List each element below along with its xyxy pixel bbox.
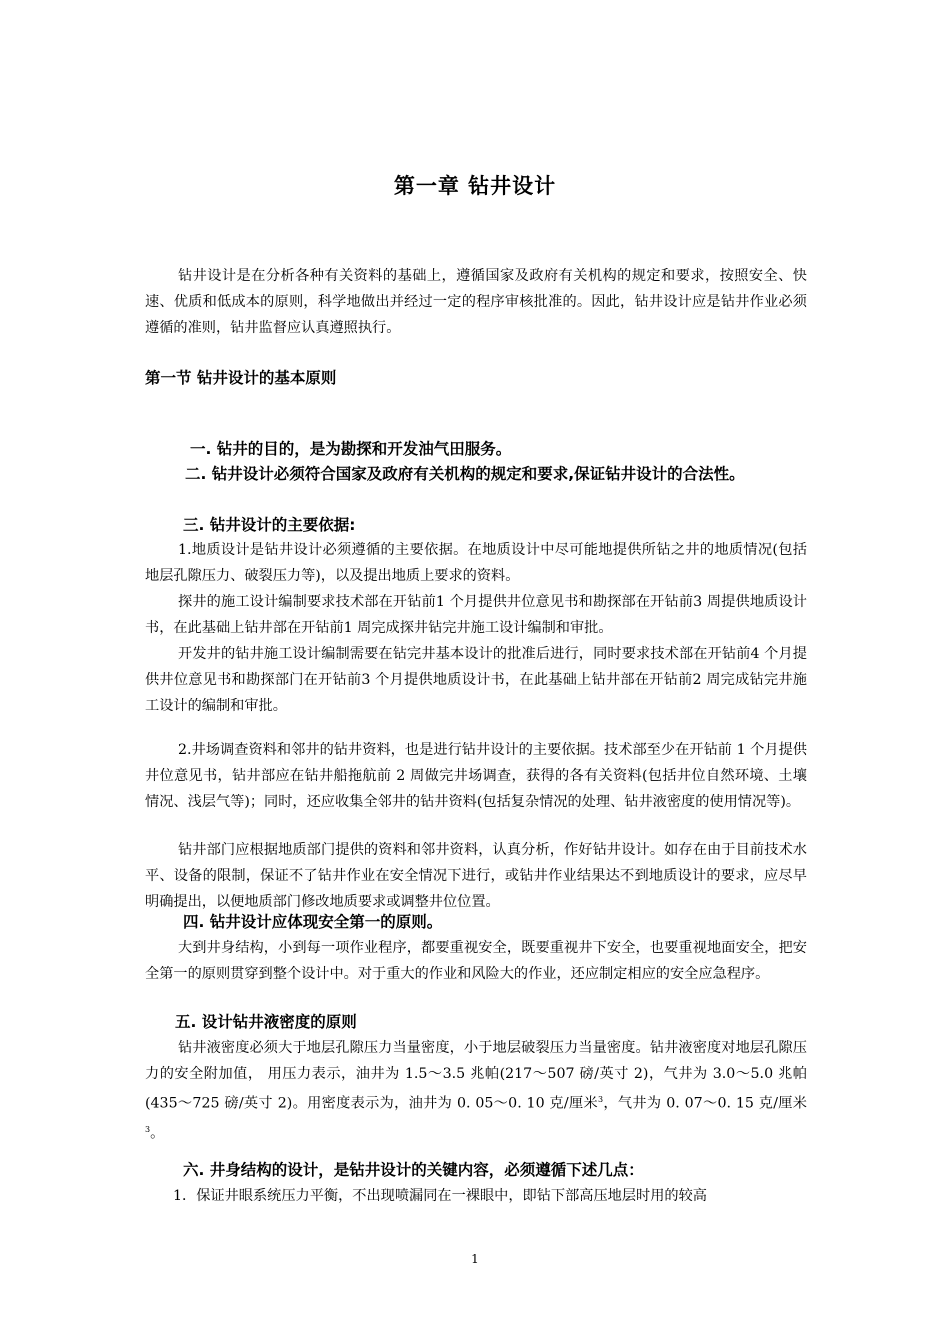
principle-3-item-1: 1.地质设计是钻井设计必须遵循的主要依据。在地质设计中尽可能地提供所钻之井的地质情况(包括地层孔隙压力、破裂压力等)，以及提出地质上要求的资料。 xyxy=(145,542,807,584)
principle-6-item-1: 1．保证井眼系统压力平衡，不出现喷漏同在一裸眼中，即钻下部高压地层时用的较高 xyxy=(173,1188,707,1204)
principle-3-exploration-well: 探井的施工设计编制要求技术部在开钻前1 个月提供井位意见书和勘探部在开钻前3 周提供地质设计书，在此基础上钻井部在开钻前1 周完成探井钻完井施工设计编制和审批。 xyxy=(145,594,807,636)
density-text-c: 。 xyxy=(150,1125,165,1142)
principle-5-heading: 五. 设计钻井液密度的原则 xyxy=(175,1013,357,1031)
principle-3-heading: 三. 钻井设计的主要依据: xyxy=(183,516,356,534)
intro-paragraph: 钻井设计是在分析各种有关资料的基础上，遵循国家及政府有关机构的规定和要求，按照安全、快速、优质和低成本的原则，科学地做出并经过一定的程序审核批准的。因此，钻井设计应是钻井作业必须遵循的准则，钻井监督应认真遵照执行。 xyxy=(145,268,807,336)
density-text-a: 钻井液密度必须大于地层孔隙压力当量密度，小于地层破裂压力当量密度。钻井液密度对地层孔隙压力的安全附加值， 用压力表示，油井为 1.5～3.5 兆帕(217～507 磅/英寸 2)，气井为 3.0～5.0 兆帕(435～725 磅/英寸 2)。用密度表示为，油井为 0. 05～0. 10 克/厘米 xyxy=(145,1040,807,1112)
principle-6-heading: 六. 井身结构的设计，是钻井设计的关键内容，必须遵循下述几点： xyxy=(183,1161,644,1179)
section-title: 第一节 钻井设计的基本原则 xyxy=(145,369,337,387)
unit-superscript: 3 xyxy=(598,1095,604,1104)
chapter-title: 第一章 钻井设计 xyxy=(393,174,557,198)
principle-1-heading: 一. 钻井的目的，是为勘探和开发油气田服务。 xyxy=(190,440,512,458)
principle-3-development-well: 开发井的钻井施工设计编制需要在钻完井基本设计的批准后进行，同时要求技术部在开钻前4 个月提供井位意见书和勘探部门在开钻前3 个月提供地质设计书，在此基础上钻井部在开钻前2 周完成钻完井施工设计的编制和审批。 xyxy=(145,646,807,714)
principle-2-heading: 二. 钻井设计必须符合国家及政府有关机构的规定和要求,保证钻井设计的合法性。 xyxy=(185,465,745,483)
principle-3-drilling-department: 钻井部门应根据地质部门提供的资料和邻井资料，认真分析，作好钻井设计。如存在由于目前技术水平、设备的限制，保证不了钻井作业在安全情况下进行，或钻井作业结果达不到地质设计的要求，应尽早明确提出，以便地质部门修改地质要求或调整井位位置。 xyxy=(145,842,807,910)
principle-4-paragraph: 大到井身结构，小到每一项作业程序，都要重视安全，既要重视井下安全，也要重视地面安全，把安全第一的原则贯穿到整个设计中。对于重大的作业和风险大的作业，还应制定相应的安全应急程序。 xyxy=(145,940,807,982)
page-number: 1 xyxy=(471,1252,479,1266)
density-text-b: ，气井为 0. 07～0. 15 克/厘米 xyxy=(603,1095,807,1112)
principle-4-heading: 四. 钻井设计应体现安全第一的原则。 xyxy=(183,913,443,931)
unit-superscript: 3 xyxy=(145,1124,151,1134)
principle-5-paragraph xyxy=(145,1035,807,1146)
principle-3-item-2: 2.井场调查资料和邻井的钻井资料，也是进行钻井设计的主要依据。技术部至少在开钻前 1 个月提供井位意见书，钻井部应在钻井船拖航前 2 周做完井场调查，获得的各有关资料(包括井位自然环境、土壤情况、浅层气等)；同时，还应收集全邻井的钻井资料(包括复杂情况的处理、钻井液密度的使用情况等)。 xyxy=(145,742,807,810)
